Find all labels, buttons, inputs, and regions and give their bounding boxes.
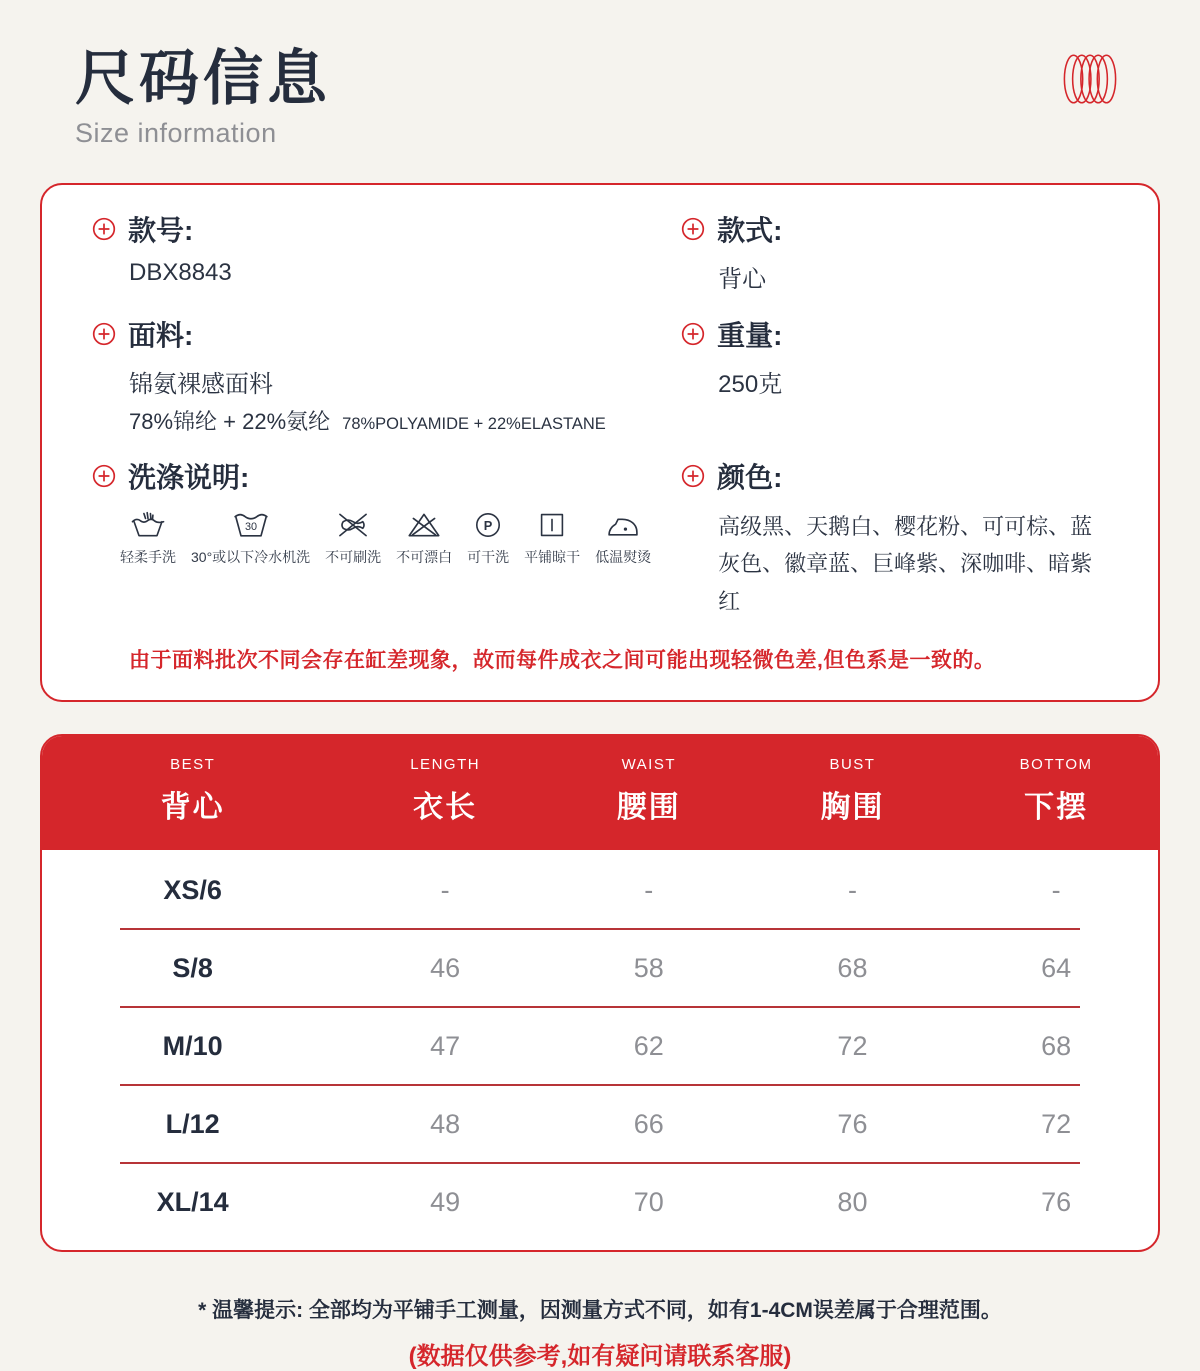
hand-wash-icon — [130, 510, 166, 540]
no-scrub-icon — [335, 510, 371, 540]
color-value: 高级黑、天鹅白、樱花粉、可可棕、蓝灰色、徽章蓝、巨峰紫、深咖啡、暗紫红 — [718, 514, 1093, 614]
dry-clean-icon — [472, 510, 504, 540]
page-footer — [0, 1294, 1200, 1371]
color-label: 颜色: — [717, 462, 783, 493]
field-color — [681, 456, 1108, 620]
svg-text:30: 30 — [244, 521, 257, 533]
fabric-composition-en: 78%POLYAMIDE + 22%ELASTANE — [342, 415, 606, 433]
table-row: XS/6 - - - - — [163, 874, 1061, 905]
table-row: XL/14 49 70 80 76 — [156, 1186, 1072, 1217]
plus-icon — [681, 464, 705, 488]
care-item — [325, 510, 381, 567]
weight-label: 重量: — [717, 320, 783, 351]
coil-logo-icon — [1058, 50, 1122, 113]
page-subtitle: Size information — [75, 118, 277, 148]
care-item-label: 不可刷洗 — [325, 549, 382, 565]
style-value: 背心 — [718, 266, 767, 293]
style-label: 款式: — [717, 215, 783, 246]
table-row: M/10 47 62 72 68 — [162, 1030, 1072, 1061]
plus-icon — [92, 322, 116, 346]
header-cell: BUST 胸围 — [820, 756, 885, 825]
field-weight — [681, 314, 1108, 436]
measurement-tip: * 温馨提示: 全部均为平铺手工测量，因测量方式不同，如有1-4CM误差属于合理范围。 — [198, 1299, 1002, 1323]
model-value: DBX8843 — [129, 259, 232, 286]
care-item — [524, 510, 580, 567]
fabric-composition-cn: 78%锦纶 + 22%氨纶 — [129, 409, 331, 434]
fabric-label: 面料: — [128, 320, 194, 351]
care-item — [191, 510, 310, 567]
field-style — [681, 209, 1108, 294]
plus-icon — [681, 322, 705, 346]
header-cell: BOTTOM 下摆 — [1019, 756, 1093, 825]
low-temp-iron-icon — [605, 510, 641, 540]
weight-value: 250克 — [718, 371, 783, 398]
header-cell: LENGTH 衣长 — [410, 756, 481, 825]
plus-icon — [92, 217, 116, 241]
dry-flat-icon — [536, 510, 568, 540]
care-item — [467, 510, 509, 567]
size-table-body — [42, 850, 1158, 1250]
page-header — [0, 0, 1200, 149]
care-item-label: 可干洗 — [467, 549, 510, 565]
care-item-label: 30°或以下冷水机洗 — [191, 549, 311, 565]
care-icons-row — [120, 510, 651, 567]
care-item — [396, 510, 452, 567]
plus-icon — [681, 217, 705, 241]
page-title: 尺码信息 — [75, 45, 331, 112]
reference-note: (数据仅供参考,如有疑问请联系客服) — [408, 1343, 792, 1371]
product-info-card — [40, 183, 1160, 702]
field-model — [92, 209, 651, 294]
care-item-label: 不可漂白 — [396, 549, 453, 565]
table-row: L/12 48 66 76 72 — [165, 1108, 1072, 1139]
field-care — [92, 456, 651, 620]
size-table-header — [42, 736, 1158, 850]
fabric-value: 锦氨裸感面料 — [129, 371, 273, 398]
care-item-label: 低温熨烫 — [595, 549, 652, 565]
svg-text:P: P — [483, 517, 493, 533]
header-cell: BEST 背心 — [160, 756, 225, 825]
header-cell: WAIST 腰围 — [616, 756, 681, 825]
model-label: 款号: — [128, 215, 194, 246]
no-bleach-icon — [406, 510, 442, 540]
care-label: 洗涤说明: — [128, 462, 250, 493]
plus-icon — [92, 464, 116, 488]
care-item-label: 平铺晾干 — [524, 549, 581, 565]
machine-wash-30-icon — [230, 510, 272, 540]
care-item-label: 轻柔手洗 — [120, 549, 176, 565]
size-table — [40, 734, 1160, 1252]
care-item — [120, 510, 176, 567]
field-fabric — [92, 314, 651, 436]
care-item — [595, 510, 651, 567]
dye-lot-note: 由于面料批次不同会存在缸差现象，故而每件成衣之间可能出现轻微色差,但色系是一致的。 — [129, 649, 996, 673]
table-row: S/8 46 58 68 64 — [172, 952, 1072, 983]
